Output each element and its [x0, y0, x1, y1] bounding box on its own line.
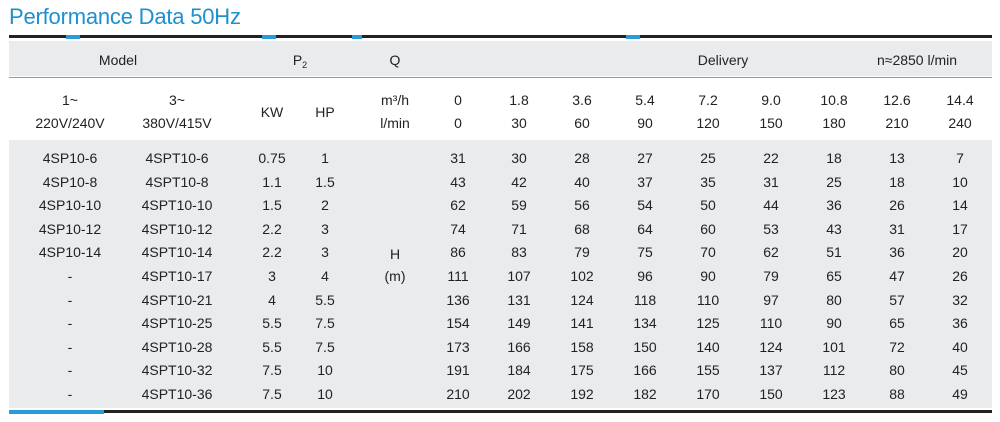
model-three-phase-cell: 4SPT10-10 [141, 197, 213, 213]
head-value-cell: 72 [889, 339, 905, 355]
head-value-cell: 124 [759, 339, 783, 355]
hp-cell: 5.5 [315, 292, 335, 308]
model-single-phase-cell: 4SP10-8 [42, 174, 98, 190]
flow-m3h-cell: 12.6 [883, 92, 911, 108]
head-value-cell: 35 [700, 174, 716, 190]
speed-header: n≈2850 l/min [876, 52, 958, 68]
model-single-phase-cell: - [67, 315, 73, 331]
head-value-cell: 112 [822, 362, 846, 378]
head-value-cell: 64 [637, 221, 653, 237]
model-three-phase-cell: 4SPT10-6 [145, 150, 209, 166]
top-accent [262, 35, 276, 39]
kw-cell: 1.1 [262, 174, 282, 190]
head-value-cell: 123 [822, 386, 846, 402]
flow-lmin-cell: 240 [948, 115, 972, 131]
head-value-cell: 74 [450, 221, 466, 237]
kw-label: KW [260, 104, 284, 120]
head-value-cell: 18 [826, 150, 842, 166]
model-single-phase-cell: 4SP10-14 [38, 244, 102, 260]
head-value-cell: 26 [952, 268, 968, 284]
flow-lmin-cell: 210 [885, 115, 909, 131]
model-three-phase-cell: 4SPT10-32 [141, 362, 213, 378]
head-value-cell: 110 [696, 292, 720, 308]
flow-lmin-cell: 90 [637, 115, 653, 131]
head-value-cell: 13 [889, 150, 905, 166]
model-three-phase-cell: 4SPT10-8 [145, 174, 209, 190]
page-title: Performance Data 50Hz [9, 4, 241, 29]
model-single-phase-cell: - [67, 362, 73, 378]
model-three-phase-cell: 4SPT10-25 [141, 315, 213, 331]
head-value-cell: 134 [633, 315, 657, 331]
hp-cell: 1 [321, 150, 329, 166]
head-value-cell: 37 [637, 174, 653, 190]
head-value-cell: 137 [759, 362, 783, 378]
head-value-cell: 166 [507, 339, 531, 355]
head-value-cell: 140 [696, 339, 720, 355]
head-value-cell: 71 [511, 221, 527, 237]
head-value-cell: 210 [446, 386, 470, 402]
kw-cell: 3 [268, 268, 276, 284]
head-value-cell: 86 [450, 244, 466, 260]
flow-m3h-cell: 5.4 [635, 92, 655, 108]
head-value-cell: 42 [511, 174, 527, 190]
head-value-cell: 30 [511, 150, 527, 166]
head-value-cell: 40 [952, 339, 968, 355]
kw-cell: 2.2 [262, 244, 282, 260]
kw-cell: 0.75 [258, 150, 286, 166]
model-three-phase-cell: 4SPT10-21 [141, 292, 213, 308]
head-value-cell: 79 [574, 244, 590, 260]
flow-m3h-cell: 10.8 [820, 92, 848, 108]
head-value-cell: 14 [952, 197, 968, 213]
head-value-cell: 31 [889, 221, 905, 237]
head-value-cell: 62 [763, 244, 779, 260]
flow-lmin-cell: 0 [454, 115, 462, 131]
head-value-cell: 90 [826, 315, 842, 331]
head-value-cell: 96 [637, 268, 653, 284]
model-single-phase-cell: - [67, 339, 73, 355]
head-value-cell: 27 [637, 150, 653, 166]
hp-cell: 3 [321, 244, 329, 260]
single-phase-label: 1~ [62, 92, 78, 108]
model-single-phase-cell: - [67, 268, 73, 284]
head-value-cell: 75 [637, 244, 653, 260]
kw-cell: 5.5 [262, 315, 282, 331]
kw-cell: 5.5 [262, 339, 282, 355]
head-value-cell: 36 [826, 197, 842, 213]
model-single-phase-cell: 4SP10-12 [38, 221, 102, 237]
head-value-cell: 54 [637, 197, 653, 213]
flow-lmin-cell: 120 [696, 115, 720, 131]
model-three-phase-cell: 4SPT10-14 [141, 244, 213, 260]
p2-sub: 2 [302, 60, 308, 70]
head-value-cell: 65 [889, 315, 905, 331]
head-value-cell: 36 [952, 315, 968, 331]
head-value-cell: 175 [570, 362, 594, 378]
head-value-cell: 150 [633, 339, 657, 355]
head-value-cell: 111 [447, 268, 469, 284]
head-value-cell: 131 [507, 292, 531, 308]
head-value-cell: 166 [633, 362, 657, 378]
p2-header [293, 52, 307, 70]
head-value-cell: 40 [574, 174, 590, 190]
model-three-phase-cell: 4SPT10-12 [141, 221, 213, 237]
head-value-cell: 10 [952, 174, 968, 190]
hp-cell: 3 [321, 221, 329, 237]
kw-cell: 7.5 [262, 386, 282, 402]
q-header: Q [389, 52, 401, 68]
head-value-cell: 107 [507, 268, 531, 284]
head-value-cell: 80 [889, 362, 905, 378]
bottom-rule [9, 410, 992, 413]
head-value-cell: 22 [763, 150, 779, 166]
head-value-cell: 141 [570, 315, 594, 331]
head-value-cell: 101 [822, 339, 846, 355]
head-value-cell: 80 [826, 292, 842, 308]
head-value-cell: 44 [763, 197, 779, 213]
hp-cell: 10 [317, 362, 333, 378]
flow-m3h-cell: 9.0 [761, 92, 781, 108]
model-single-phase-cell: 4SP10-6 [42, 150, 98, 166]
single-phase-voltage: 220V/240V [35, 115, 105, 131]
head-value-cell: 202 [507, 386, 531, 402]
head-value-cell: 191 [446, 362, 470, 378]
head-value-cell: 56 [574, 197, 590, 213]
hp-cell: 7.5 [315, 339, 335, 355]
model-single-phase-cell: 4SP10-10 [38, 197, 102, 213]
kw-cell: 4 [268, 292, 276, 308]
hp-cell: 10 [317, 386, 333, 402]
flow-lmin-cell: 60 [574, 115, 590, 131]
head-value-cell: 70 [700, 244, 716, 260]
model-three-phase-cell: 4SPT10-17 [141, 268, 213, 284]
hp-cell: 2 [321, 197, 329, 213]
hp-cell: 1.5 [315, 174, 335, 190]
kw-cell: 1.5 [262, 197, 282, 213]
head-value-cell: 51 [826, 244, 842, 260]
flow-m3h-cell: 1.8 [509, 92, 529, 108]
p2-main: P [292, 52, 303, 68]
head-value-cell: 47 [889, 268, 905, 284]
head-value-cell: 155 [696, 362, 720, 378]
head-value-cell: 90 [700, 268, 716, 284]
head-value-cell: 28 [574, 150, 590, 166]
model-three-phase-cell: 4SPT10-36 [141, 386, 213, 402]
head-value-cell: 43 [826, 221, 842, 237]
head-value-cell: 136 [446, 292, 470, 308]
model-header: Model [98, 52, 138, 68]
model-single-phase-cell: - [67, 386, 73, 402]
flow-lmin-cell: 150 [759, 115, 783, 131]
head-value-cell: 20 [952, 244, 968, 260]
top-accent [66, 35, 80, 39]
flow-m3h-cell: 14.4 [946, 92, 974, 108]
head-value-cell: 26 [889, 197, 905, 213]
head-value-cell: 124 [570, 292, 594, 308]
head-value-cell: 125 [696, 315, 720, 331]
head-value-cell: 158 [570, 339, 594, 355]
bottom-accent [9, 410, 104, 414]
head-value-cell: 57 [889, 292, 905, 308]
hp-label: HP [315, 104, 335, 120]
top-rule [9, 35, 992, 38]
head-value-cell: 88 [889, 386, 905, 402]
head-value-cell: 49 [952, 386, 968, 402]
model-three-phase-cell: 4SPT10-28 [141, 339, 213, 355]
flow-m3h-cell: 7.2 [698, 92, 718, 108]
kw-cell: 7.5 [262, 362, 282, 378]
head-value-cell: 31 [763, 174, 779, 190]
head-value-cell: 17 [952, 221, 968, 237]
head-value-cell: 173 [446, 339, 470, 355]
head-value-cell: 43 [450, 174, 466, 190]
header-band [9, 41, 992, 76]
kw-cell: 2.2 [262, 221, 282, 237]
head-value-cell: 59 [511, 197, 527, 213]
head-value-cell: 31 [450, 150, 466, 166]
head-value-cell: 79 [763, 268, 779, 284]
head-unit: (m) [384, 268, 406, 284]
three-phase-voltage: 380V/415V [142, 115, 212, 131]
head-value-cell: 50 [700, 197, 716, 213]
head-value-cell: 45 [952, 362, 968, 378]
flow-lmin-cell: 30 [511, 115, 527, 131]
head-value-cell: 25 [826, 174, 842, 190]
head-value-cell: 65 [826, 268, 842, 284]
head-value-cell: 149 [507, 315, 531, 331]
head-value-cell: 184 [507, 362, 531, 378]
head-value-cell: 7 [956, 150, 964, 166]
head-value-cell: 150 [759, 386, 783, 402]
head-value-cell: 25 [700, 150, 716, 166]
head-value-cell: 182 [633, 386, 657, 402]
top-accent [352, 35, 362, 39]
head-value-cell: 18 [889, 174, 905, 190]
head-value-cell: 102 [570, 268, 594, 284]
hp-cell: 4 [321, 268, 329, 284]
head-value-cell: 32 [952, 292, 968, 308]
three-phase-label: 3~ [169, 92, 185, 108]
head-value-cell: 62 [450, 197, 466, 213]
head-value-cell: 97 [763, 292, 779, 308]
head-value-cell: 118 [633, 292, 657, 308]
unit-m3h: m³/h [381, 92, 409, 108]
head-value-cell: 60 [700, 221, 716, 237]
head-value-cell: 170 [696, 386, 720, 402]
delivery-header: Delivery [697, 52, 749, 68]
head-value-cell: 53 [763, 221, 779, 237]
flow-m3h-cell: 3.6 [572, 92, 592, 108]
unit-lmin: l/min [380, 115, 410, 131]
top-accent [626, 35, 640, 39]
flow-m3h-cell: 0 [454, 92, 462, 108]
head-value-cell: 192 [570, 386, 594, 402]
header-rule [9, 77, 992, 78]
head-value-cell: 154 [446, 315, 470, 331]
head-value-cell: 110 [759, 315, 783, 331]
hp-cell: 7.5 [315, 315, 335, 331]
flow-lmin-cell: 180 [822, 115, 846, 131]
head-value-cell: 83 [511, 244, 527, 260]
head-value-cell: 36 [889, 244, 905, 260]
head-value-cell: 68 [574, 221, 590, 237]
head-label: H [389, 246, 401, 262]
model-single-phase-cell: - [67, 292, 73, 308]
